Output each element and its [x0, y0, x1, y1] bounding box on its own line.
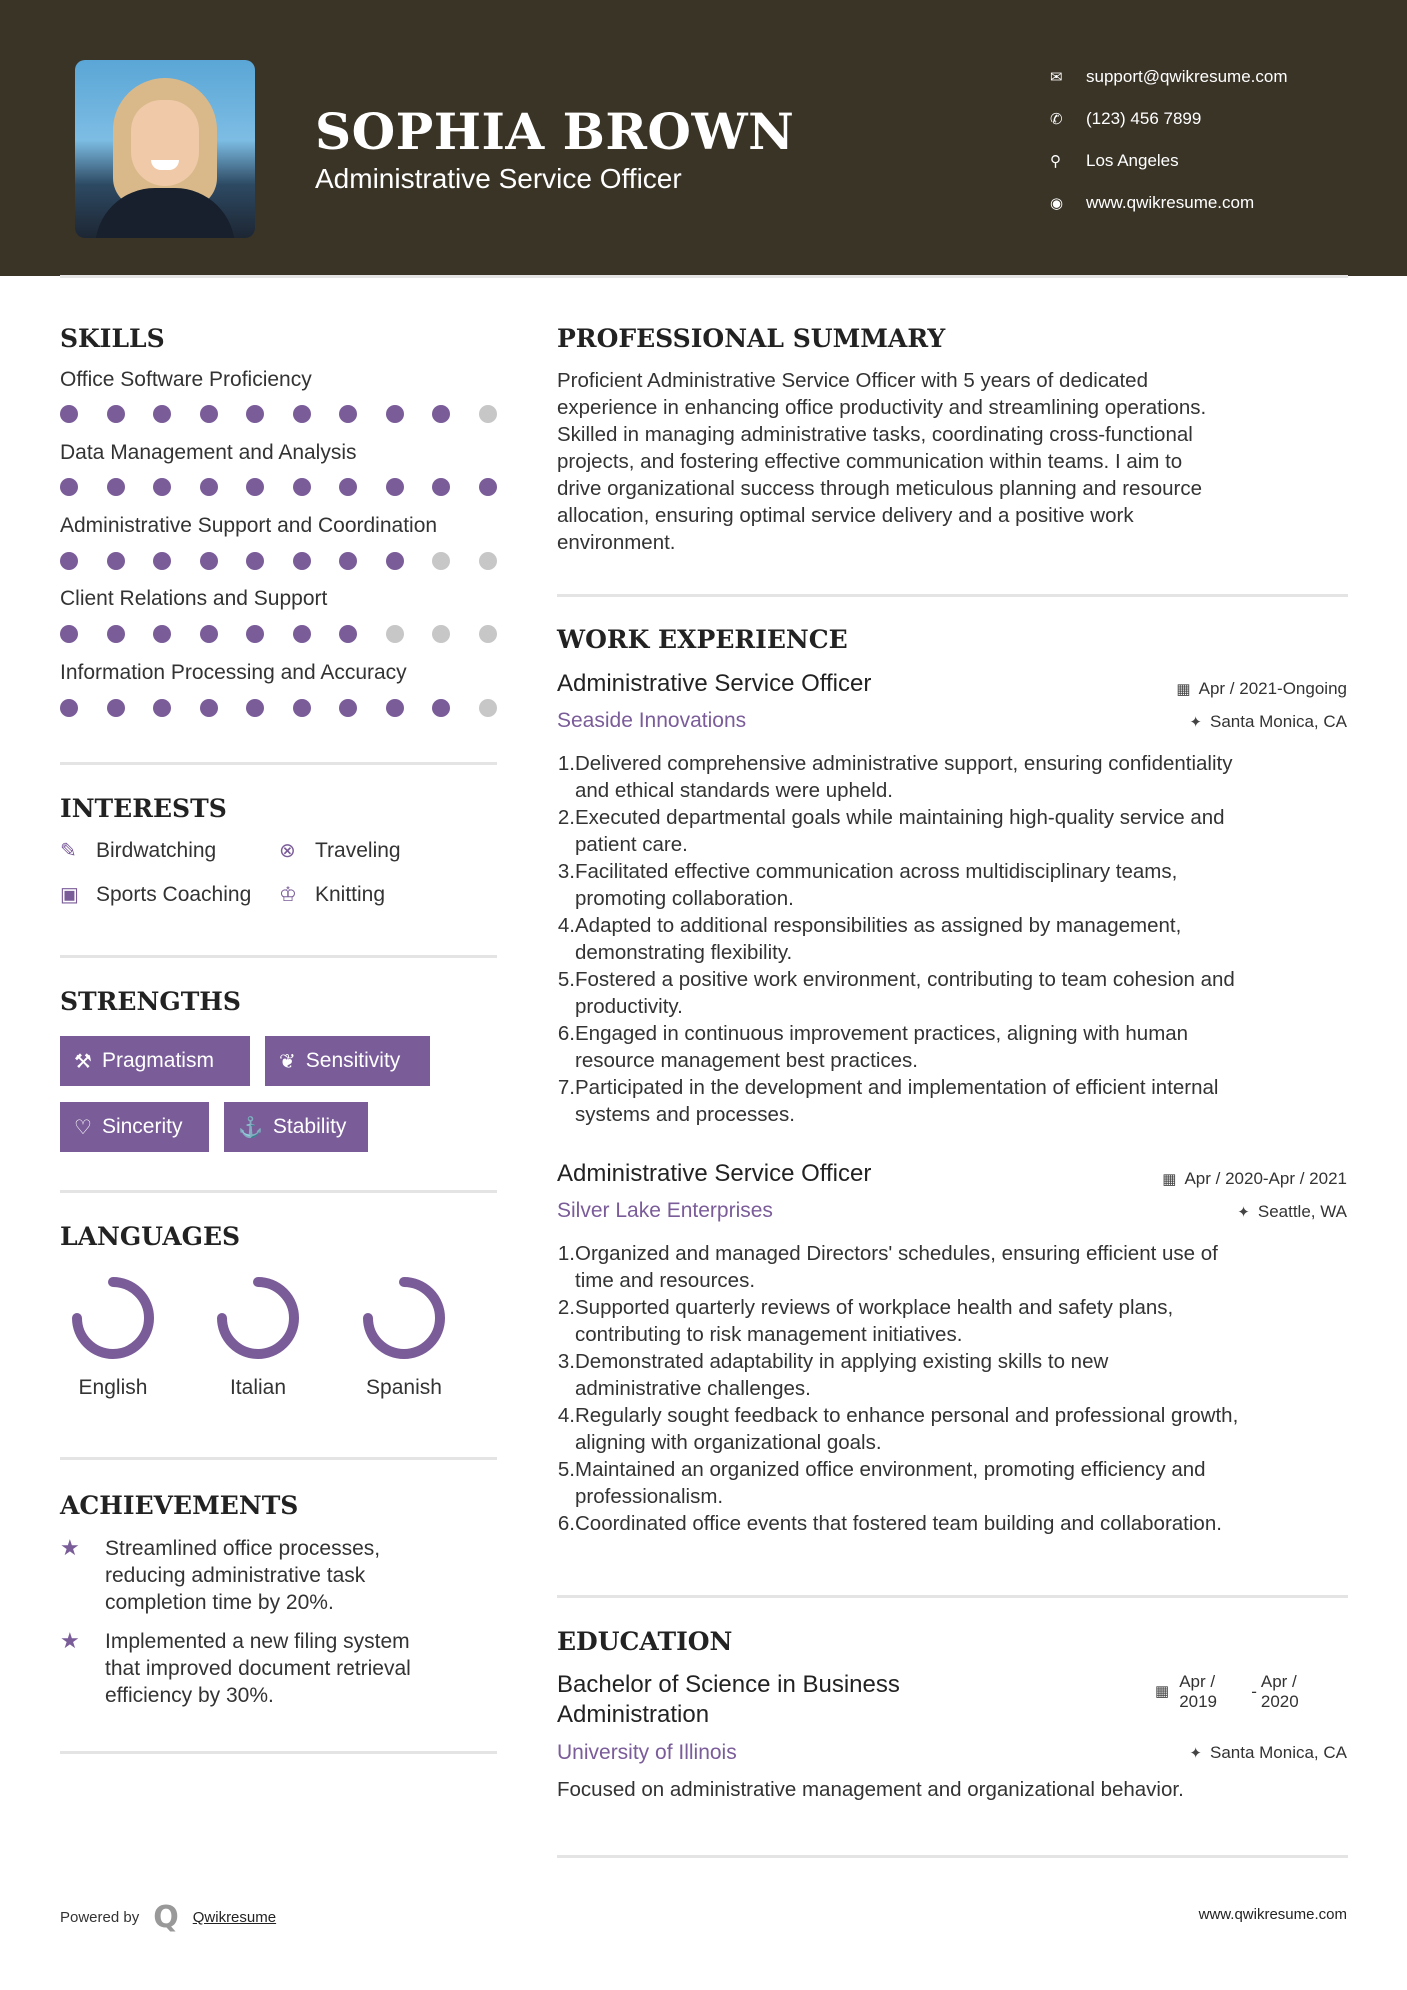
- skill-rating: [60, 478, 525, 496]
- rating-dot-filled: [60, 405, 78, 423]
- rating-dot-filled: [386, 552, 404, 570]
- footer-powered-by: Powered by Q Qwikresume: [60, 1900, 277, 1935]
- education-location: ✦ Santa Monica, CA: [1189, 1743, 1347, 1762]
- skill-rating: [60, 699, 525, 717]
- language-item: [43, 1272, 183, 1400]
- rating-dot-filled: [60, 625, 78, 643]
- job-title: Administrative Service Officer: [557, 670, 872, 697]
- skill-rating: [60, 552, 525, 570]
- rating-dot-filled: [60, 552, 78, 570]
- interests-heading: INTERESTS: [60, 794, 227, 823]
- contact-info: [1050, 56, 1288, 224]
- rating-dot-filled: [200, 552, 218, 570]
- language-name: English: [78, 1376, 148, 1399]
- divider: [557, 1855, 1348, 1858]
- rating-dot-filled: [246, 699, 264, 717]
- skill-rating: [60, 405, 525, 423]
- rating-dot-filled: [153, 625, 171, 643]
- job-bullets: [552, 750, 1352, 1128]
- interest-item: ✎ Birdwatching: [60, 838, 217, 862]
- rating-dot-filled: [200, 699, 218, 717]
- gavel-icon: ⚒: [74, 1050, 92, 1073]
- divider: [557, 1595, 1348, 1598]
- rating-dot-filled: [293, 552, 311, 570]
- divider: [60, 1751, 497, 1754]
- rating-dot-filled: [432, 478, 450, 496]
- divider: [60, 762, 497, 765]
- contact-email[interactable]: ✉ support@qwikresume.com: [1050, 67, 1288, 86]
- list-item: 2. Executed departmental goals while maintaining high-quality service and patient care.: [557, 806, 1225, 856]
- list-item: 1. Delivered comprehensive administrative support, ensuring confidentiality and ethical standards were upheld.: [557, 752, 1233, 802]
- rating-dot-empty: [432, 552, 450, 570]
- rating-dot-filled: [386, 478, 404, 496]
- divider: [60, 275, 1348, 278]
- rating-dot-empty: [479, 405, 497, 423]
- school-name: University of Illinois: [557, 1741, 737, 1764]
- rating-dot-filled: [200, 625, 218, 643]
- job-title: Administrative Service Officer: [557, 1160, 872, 1187]
- rating-dot-filled: [386, 699, 404, 717]
- job-dates: ▦ Apr / 2021-Ongoing: [1176, 679, 1347, 698]
- skill-name: Data Management and Analysis: [60, 441, 357, 464]
- rating-dot-filled: [246, 405, 264, 423]
- job-bullets: [552, 1240, 1352, 1537]
- contact-location: ⚲ Los Angeles: [1050, 151, 1179, 170]
- rating-dot-empty: [479, 552, 497, 570]
- pin-icon: ✦: [1189, 714, 1202, 731]
- rating-dot-filled: [339, 625, 357, 643]
- location-pin-icon: ⚲: [1050, 153, 1061, 170]
- company-name: Silver Lake Enterprises: [557, 1199, 773, 1222]
- language-name: Spanish: [366, 1376, 442, 1399]
- resume-header: [0, 0, 1407, 276]
- language-gauge: [358, 1272, 450, 1364]
- rating-dot-filled: [200, 478, 218, 496]
- job-location: ✦ Santa Monica, CA: [1189, 712, 1347, 731]
- rating-dot-filled: [339, 699, 357, 717]
- star-icon: ★: [60, 1628, 80, 1653]
- achievements-heading: ACHIEVEMENTS: [60, 1491, 299, 1520]
- rating-dot-filled: [386, 405, 404, 423]
- interest-item: ♔ Knitting: [279, 882, 386, 906]
- trophy-icon: ♔: [279, 884, 297, 906]
- calendar-icon: ▦: [1155, 1683, 1170, 1700]
- language-item: [188, 1272, 328, 1400]
- phone-icon: ✆: [1050, 111, 1063, 128]
- job-location: ✦ Seattle, WA: [1237, 1202, 1347, 1221]
- divider: [60, 1457, 497, 1460]
- language-gauge: [212, 1272, 304, 1364]
- candidate-title: Administrative Service Officer: [315, 163, 682, 194]
- list-item: 7. Participated in the development and implementation of efficient internal systems and processes.: [557, 1076, 1219, 1126]
- achievement-item: ★ Streamlined office processes, reducing administrative task completion time by 20%.: [60, 1535, 381, 1614]
- education-dates: ▦ Apr / 2019 - Apr / 2020: [1155, 1672, 1299, 1711]
- heart-icon: ♡: [74, 1116, 92, 1139]
- list-item: 1. Organized and managed Directors' schedules, ensuring efficient use of time and resources.: [557, 1242, 1218, 1292]
- degree-title: Bachelor of Science in Business Administration: [557, 1671, 900, 1728]
- education-description: Focused on administrative management and organizational behavior.: [557, 1778, 1184, 1801]
- brand-link[interactable]: Qwikresume: [192, 1909, 277, 1926]
- divider: [60, 955, 497, 958]
- language-gauge: [67, 1272, 159, 1364]
- experience-heading: WORK EXPERIENCE: [557, 625, 848, 654]
- list-item: 5. Maintained an organized office environment, promoting efficiency and professionalism.: [557, 1458, 1206, 1508]
- envelope-icon: ✉: [1050, 69, 1063, 86]
- rating-dot-filled: [153, 405, 171, 423]
- list-item: 5. Fostered a positive work environment, contributing to team cohesion and productivity.: [557, 968, 1235, 1018]
- footer-website[interactable]: www.qwikresume.com: [1198, 1906, 1347, 1923]
- rating-dot-filled: [60, 699, 78, 717]
- skill-name: Administrative Support and Coordination: [60, 514, 438, 537]
- strength-tag: ❦ Sensitivity: [265, 1036, 430, 1086]
- strength-tag: ♡ Sincerity: [60, 1102, 209, 1152]
- rating-dot-filled: [153, 478, 171, 496]
- rating-dot-filled: [107, 478, 125, 496]
- rating-dot-filled: [339, 552, 357, 570]
- binoculars-icon: ⊗: [279, 840, 296, 862]
- rating-dot-filled: [246, 552, 264, 570]
- skill-rating: [60, 625, 525, 643]
- contact-website[interactable]: ◉ www.qwikresume.com: [1050, 193, 1255, 212]
- strengths-heading: STRENGTHS: [60, 987, 241, 1016]
- rating-dot-empty: [479, 625, 497, 643]
- contact-phone[interactable]: ✆ (123) 456 7899: [1050, 109, 1202, 128]
- languages-heading: LANGUAGES: [60, 1222, 241, 1251]
- rating-dot-filled: [293, 625, 311, 643]
- calendar-icon: ▦: [1162, 1171, 1177, 1188]
- strength-tag: ⚒ Pragmatism: [60, 1036, 250, 1086]
- edit-icon: ✎: [60, 840, 77, 862]
- list-item: 2. Supported quarterly reviews of workplace health and safety plans, contributing to risk management initiatives.: [557, 1296, 1174, 1346]
- language-gauge-arc: [222, 1282, 294, 1354]
- list-item: 4. Adapted to additional responsibilities as assigned by management, demonstrating flexibility.: [557, 914, 1182, 964]
- skill-name: Client Relations and Support: [60, 587, 328, 610]
- interest-item: ▣ Sports Coaching: [60, 882, 252, 906]
- anchor-icon: ⚓: [238, 1116, 263, 1139]
- calendar-icon: ▦: [1176, 681, 1191, 698]
- profile-photo: [75, 60, 255, 238]
- rating-dot-filled: [246, 478, 264, 496]
- rating-dot-filled: [107, 405, 125, 423]
- language-gauge-arc: [77, 1282, 149, 1354]
- pin-icon: ✦: [1237, 1204, 1250, 1221]
- job-dates: ▦ Apr / 2020-Apr / 2021: [1162, 1169, 1347, 1188]
- list-item: 4. Regularly sought feedback to enhance personal and professional growth, aligning with organizational goals.: [557, 1404, 1239, 1454]
- summary-heading: PROFESSIONAL SUMMARY: [557, 324, 946, 353]
- briefcase-icon: ▣: [60, 884, 79, 906]
- rating-dot-filled: [339, 405, 357, 423]
- rating-dot-filled: [107, 625, 125, 643]
- achievement-item: ★ Implemented a new filing system that improved document retrieval efficiency by 30%.: [60, 1628, 411, 1707]
- rating-dot-filled: [293, 405, 311, 423]
- language-name: Italian: [229, 1376, 287, 1399]
- list-item: 3. Facilitated effective communication across multidisciplinary teams, promoting collaboration.: [557, 860, 1178, 910]
- star-icon: ★: [60, 1535, 80, 1560]
- rating-dot-empty: [386, 625, 404, 643]
- education-heading: EDUCATION: [557, 1627, 733, 1656]
- rating-dot-filled: [107, 552, 125, 570]
- rating-dot-filled: [200, 405, 218, 423]
- divider: [60, 1190, 497, 1193]
- summary-text: Proficient Administrative Service Officer with 5 years of dedicated experience in enhancing office productivity and streamlining operations. Skilled in managing administrative tasks, coordinating cross-functional projects, and fostering effective communication within teams. I aim to drive organizational success through meticulous planning and resource allocation, ensuring optimal service delivery and a positive work environment.: [557, 369, 1207, 554]
- language-item: [334, 1272, 474, 1400]
- rating-dot-filled: [153, 552, 171, 570]
- divider: [557, 594, 1348, 597]
- skill-name: Information Processing and Accuracy: [60, 661, 407, 684]
- rating-dot-filled: [107, 699, 125, 717]
- qwikresume-logo-icon: Q: [153, 1900, 179, 1935]
- list-item: 6. Coordinated office events that fostered team building and collaboration.: [557, 1512, 1222, 1535]
- rating-dot-empty: [432, 625, 450, 643]
- rating-dot-filled: [479, 478, 497, 496]
- list-item: 6. Engaged in continuous improvement practices, aligning with human resource management best practices.: [557, 1022, 1189, 1072]
- leaf-icon: ❦: [279, 1050, 296, 1073]
- language-gauge-arc: [368, 1282, 440, 1354]
- globe-icon: ◉: [1050, 195, 1064, 212]
- list-item: 3. Demonstrated adaptability in applying existing skills to new administrative challenges.: [557, 1350, 1109, 1400]
- rating-dot-filled: [432, 699, 450, 717]
- rating-dot-filled: [246, 625, 264, 643]
- rating-dot-filled: [339, 478, 357, 496]
- company-name: Seaside Innovations: [557, 709, 747, 732]
- rating-dot-empty: [479, 699, 497, 717]
- skill-name: Office Software Proficiency: [60, 368, 312, 391]
- pin-icon: ✦: [1189, 1745, 1202, 1762]
- rating-dot-filled: [153, 699, 171, 717]
- skills-heading: SKILLS: [60, 324, 165, 353]
- interest-item: ⊗ Traveling: [279, 838, 401, 862]
- rating-dot-filled: [293, 699, 311, 717]
- candidate-name: SOPHIA BROWN: [315, 102, 795, 161]
- strength-tag: ⚓ Stability: [224, 1102, 368, 1152]
- rating-dot-filled: [60, 478, 78, 496]
- rating-dot-filled: [432, 405, 450, 423]
- rating-dot-filled: [293, 478, 311, 496]
